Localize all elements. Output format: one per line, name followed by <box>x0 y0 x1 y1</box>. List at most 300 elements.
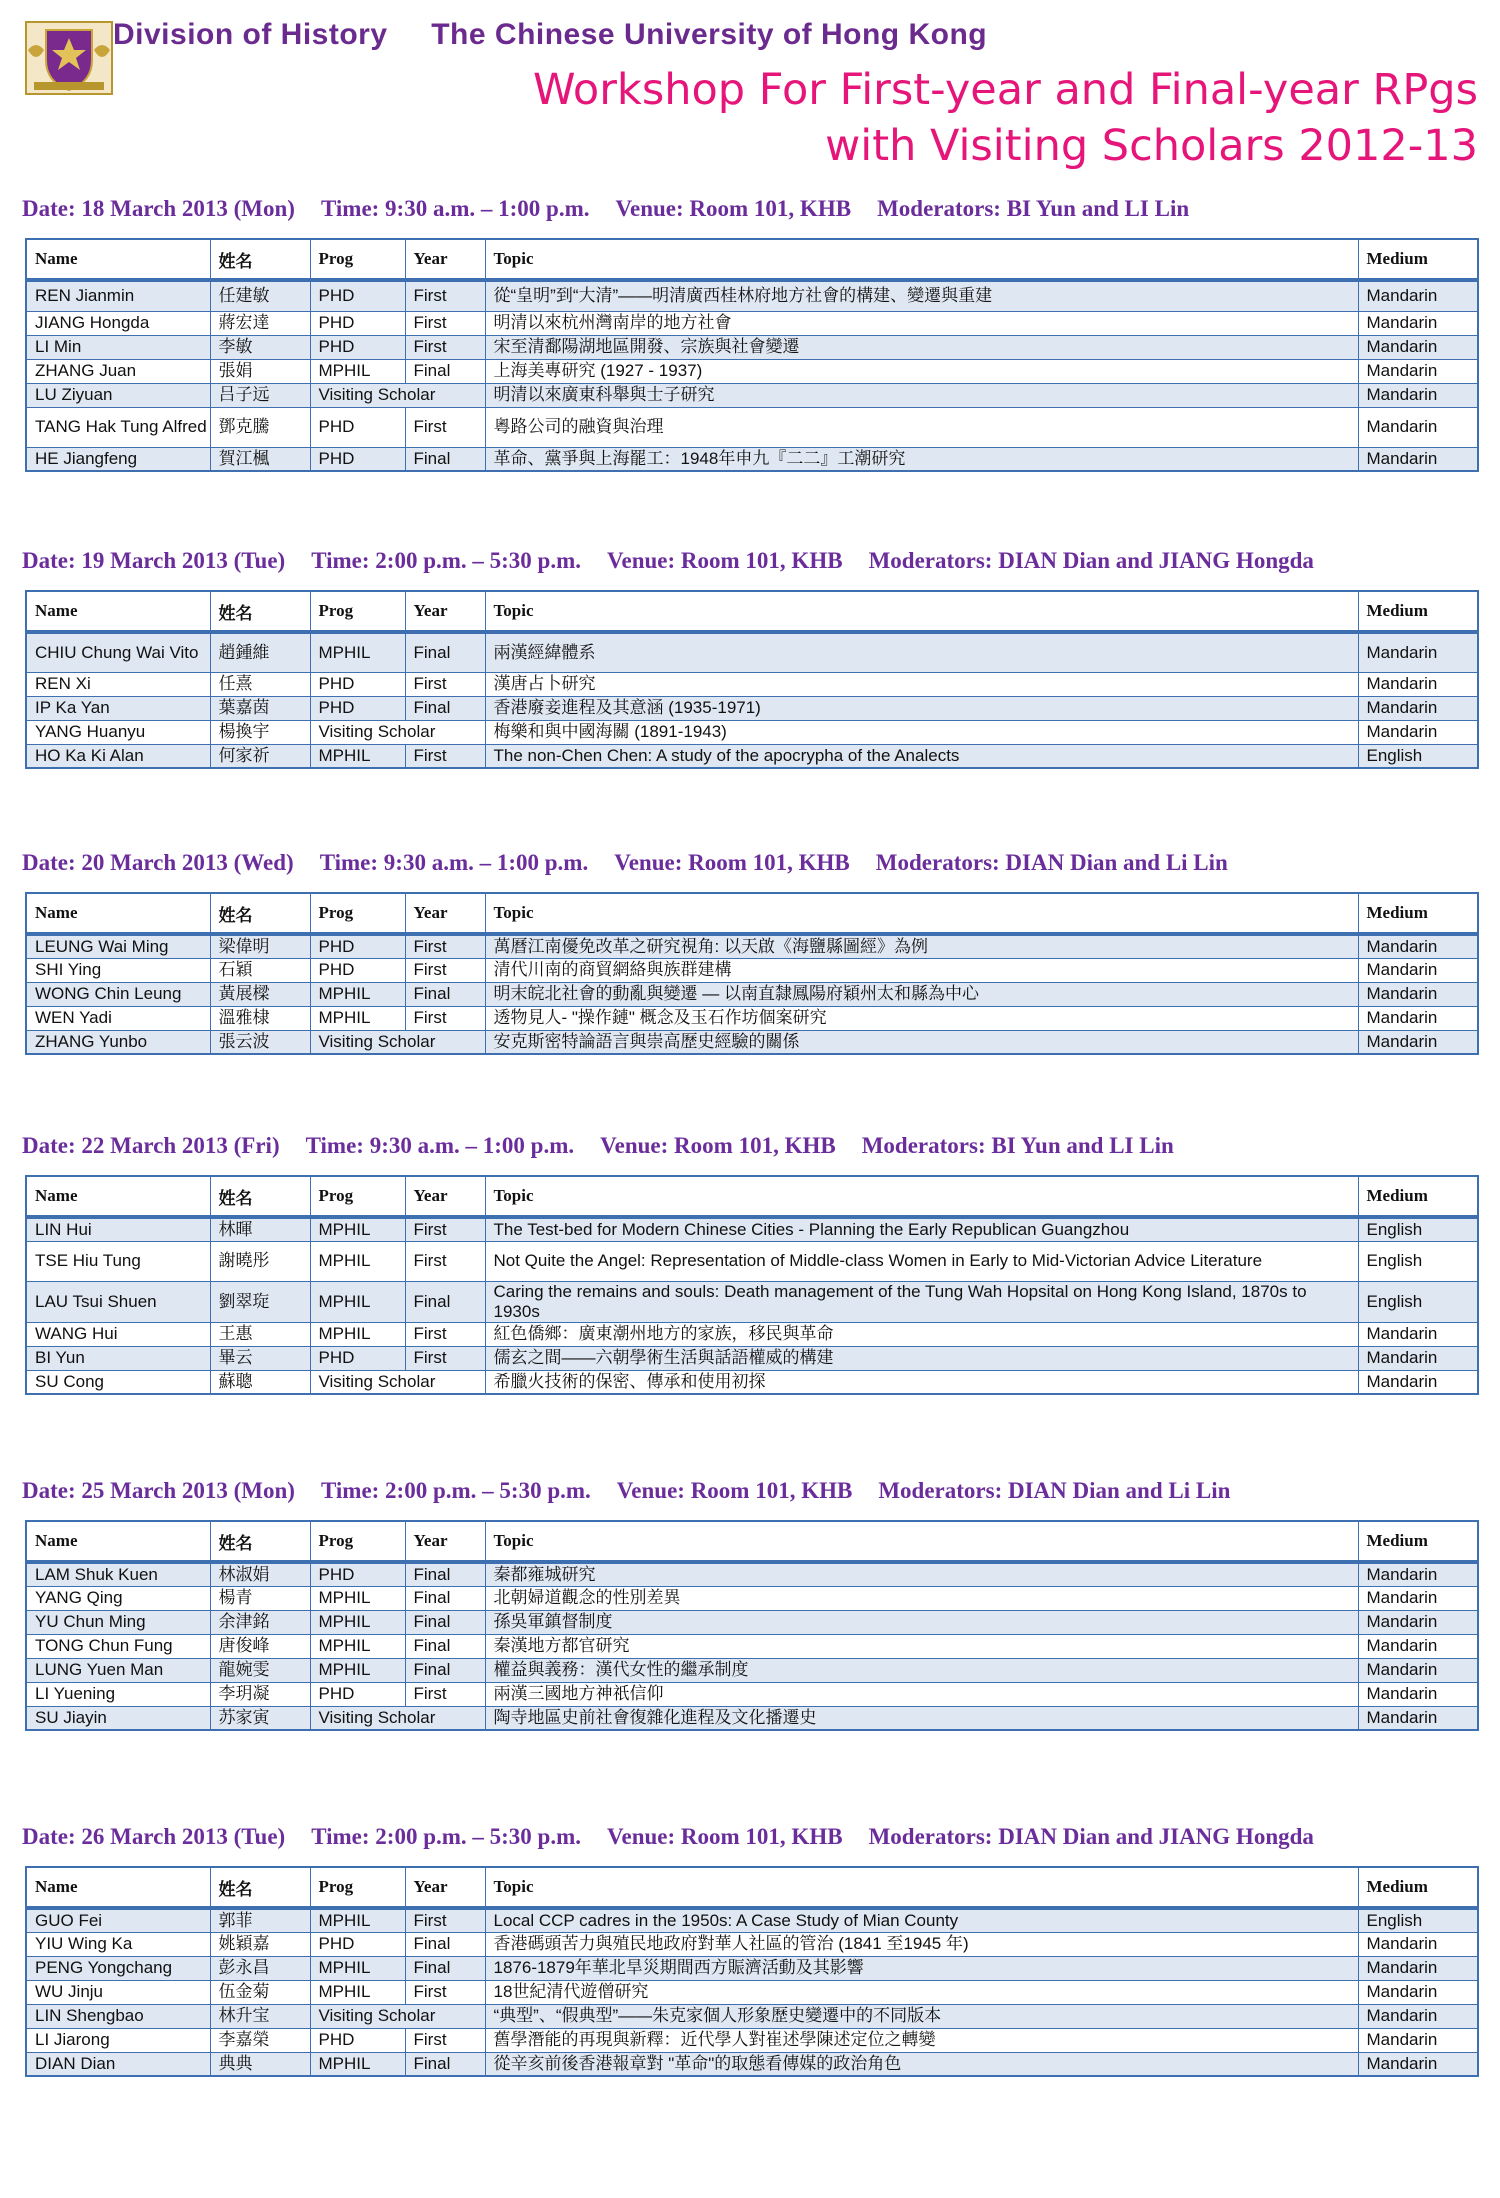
name-cell: REN Jianmin <box>26 280 210 311</box>
session-heading <box>22 850 1254 884</box>
chinese-name-cell: 苏家寅 <box>210 1706 310 1730</box>
session-time: Time: 2:00 p.m. – 5:30 p.m. <box>320 1478 591 1503</box>
year-cell: First <box>405 407 485 447</box>
prog-cell: PHD <box>310 335 405 359</box>
topic-cell: 希臘火技術的保密、傳承和使用初探 <box>485 1370 1358 1394</box>
session-date: Date: 20 March 2013 (Wed) <box>22 850 294 875</box>
name-cell: LI Min <box>26 335 210 359</box>
prog-cell: PHD <box>310 311 405 335</box>
table-header-row <box>26 239 1478 280</box>
topic-cell: 權益與義務：漢代女性的繼承制度 <box>485 1658 1358 1682</box>
name-cell: LAM Shuk Kuen <box>26 1562 210 1586</box>
table-header-row <box>26 893 1478 934</box>
prog-cell: PHD <box>310 407 405 447</box>
topic-cell: 梅樂和與中國海關 (1891-1943) <box>485 720 1358 744</box>
schedule-table <box>25 590 1479 769</box>
medium-cell: Mandarin <box>1358 359 1478 383</box>
chinese-name-cell: 梁偉明 <box>210 934 310 958</box>
col-prog-header: Prog <box>310 1521 405 1562</box>
prog-cell: MPHIL <box>310 1980 405 2004</box>
chinese-name-cell: 蘇聰 <box>210 1370 310 1394</box>
prog-cell: MPHIL <box>310 1634 405 1658</box>
table-row <box>26 1908 1478 1932</box>
medium-cell: Mandarin <box>1358 720 1478 744</box>
topic-cell: Not Quite the Angel: Representation of Middle-class Women in Early to Mid-Victorian Advice Literature <box>485 1241 1358 1281</box>
table-row <box>26 2004 1478 2028</box>
medium-cell: Mandarin <box>1358 1562 1478 1586</box>
year-cell: First <box>405 2028 485 2052</box>
session-time: Time: 9:30 a.m. – 1:00 p.m. <box>305 1133 575 1158</box>
division-heading <box>113 18 987 52</box>
name-cell: YANG Qing <box>26 1586 210 1610</box>
prog-cell: MPHIL <box>310 1217 405 1241</box>
col-prog-header: Prog <box>310 1867 405 1908</box>
table-row <box>26 1658 1478 1682</box>
chinese-name-cell: 劉翠琁 <box>210 1281 310 1322</box>
medium-cell: English <box>1358 1217 1478 1241</box>
year-cell: First <box>405 958 485 982</box>
medium-cell: Mandarin <box>1358 335 1478 359</box>
medium-cell: Mandarin <box>1358 1586 1478 1610</box>
session-venue: Venue: Room 101, KHB <box>616 1478 853 1503</box>
table-row <box>26 982 1478 1006</box>
session-heading <box>22 196 1215 230</box>
topic-cell: 18世紀清代遊僧研究 <box>485 1980 1358 2004</box>
table-row <box>26 2052 1478 2076</box>
col-chinese-name-header: 姓名 <box>210 1176 310 1217</box>
year-cell: First <box>405 335 485 359</box>
name-cell: HO Ka Ki Alan <box>26 744 210 768</box>
topic-cell: 秦都雍城研究 <box>485 1562 1358 1586</box>
topic-cell: The Test-bed for Modern Chinese Cities - Planning the Early Republican Guangzhou <box>485 1217 1358 1241</box>
name-cell: TSE Hiu Tung <box>26 1241 210 1281</box>
prog-cell: MPHIL <box>310 1241 405 1281</box>
table-row <box>26 359 1478 383</box>
chinese-name-cell: 何家祈 <box>210 744 310 768</box>
col-chinese-name-header: 姓名 <box>210 893 310 934</box>
table-header-row <box>26 591 1478 632</box>
medium-cell: Mandarin <box>1358 280 1478 311</box>
chinese-name-cell: 張娟 <box>210 359 310 383</box>
table-row <box>26 311 1478 335</box>
medium-cell: Mandarin <box>1358 311 1478 335</box>
medium-cell: English <box>1358 1908 1478 1932</box>
table-row <box>26 958 1478 982</box>
medium-cell: Mandarin <box>1358 934 1478 958</box>
col-medium-header: Medium <box>1358 239 1478 280</box>
medium-cell: Mandarin <box>1358 407 1478 447</box>
prog-cell: PHD <box>310 1562 405 1586</box>
medium-cell: Mandarin <box>1358 1932 1478 1956</box>
medium-cell: Mandarin <box>1358 383 1478 407</box>
year-cell: Final <box>405 632 485 672</box>
prog-cell: MPHIL <box>310 1610 405 1634</box>
table-row <box>26 934 1478 958</box>
prog-cell: PHD <box>310 934 405 958</box>
session-moderators: Moderators: BI Yun and LI Lin <box>877 196 1190 221</box>
chinese-name-cell: 黃展樑 <box>210 982 310 1006</box>
topic-cell: 陶寺地區史前社會復雜化進程及文化播遷史 <box>485 1706 1358 1730</box>
year-cell: First <box>405 1682 485 1706</box>
table-row <box>26 720 1478 744</box>
chinese-name-cell: 吕子远 <box>210 383 310 407</box>
topic-cell: 透物見人- "操作鏈" 概念及玉石作坊個案研究 <box>485 1006 1358 1030</box>
chinese-name-cell: 龍婉雯 <box>210 1658 310 1682</box>
title-line-1: Workshop For First-year and Final-year RPgs <box>532 65 1478 115</box>
prog-cell: MPHIL <box>310 1006 405 1030</box>
topic-cell: 香港碼頭苦力與殖民地政府對華人社區的管治 (1841 至1945 年) <box>485 1932 1358 1956</box>
topic-cell: 秦漢地方都官研究 <box>485 1634 1358 1658</box>
table-row <box>26 1634 1478 1658</box>
col-topic-header: Topic <box>485 591 1358 632</box>
topic-cell: 清代川南的商貿網絡與族群建構 <box>485 958 1358 982</box>
table-row <box>26 1346 1478 1370</box>
medium-cell: Mandarin <box>1358 632 1478 672</box>
session-moderators: Moderators: DIAN Dian and JIANG Hongda <box>868 1824 1314 1849</box>
table-row <box>26 335 1478 359</box>
year-cell: Final <box>405 2052 485 2076</box>
name-cell: SU Cong <box>26 1370 210 1394</box>
chinese-name-cell: 李玥凝 <box>210 1682 310 1706</box>
year-cell: Final <box>405 982 485 1006</box>
chinese-name-cell: 李嘉榮 <box>210 2028 310 2052</box>
table-row <box>26 1586 1478 1610</box>
topic-cell: Local CCP cadres in the 1950s: A Case Study of Mian County <box>485 1908 1358 1932</box>
col-medium-header: Medium <box>1358 1176 1478 1217</box>
name-cell: LAU Tsui Shuen <box>26 1281 210 1322</box>
chinese-name-cell: 姚穎嘉 <box>210 1932 310 1956</box>
prog-cell: PHD <box>310 672 405 696</box>
session-time: Time: 2:00 p.m. – 5:30 p.m. <box>311 548 581 573</box>
topic-cell: Caring the remains and souls: Death management of the Tung Wah Hopsital on Hong Kong Island, 1870s to 1930s <box>485 1281 1358 1322</box>
col-prog-header: Prog <box>310 1176 405 1217</box>
medium-cell: Mandarin <box>1358 1006 1478 1030</box>
chinese-name-cell: 畢云 <box>210 1346 310 1370</box>
prog-cell: Visiting Scholar <box>310 1370 485 1394</box>
schedule-table <box>25 1866 1479 2077</box>
topic-cell: 北朝婦道觀念的性別差異 <box>485 1586 1358 1610</box>
topic-cell: 明清以來杭州灣南岸的地方社會 <box>485 311 1358 335</box>
year-cell: Final <box>405 1610 485 1634</box>
prog-cell: PHD <box>310 447 405 471</box>
topic-cell: 紅色僑鄉：廣東潮州地方的家族，移民與革命 <box>485 1322 1358 1346</box>
year-cell: Final <box>405 1634 485 1658</box>
prog-cell: MPHIL <box>310 1281 405 1322</box>
year-cell: First <box>405 672 485 696</box>
table-row <box>26 1980 1478 2004</box>
session-moderators: Moderators: BI Yun and LI Lin <box>861 1133 1174 1158</box>
chinese-name-cell: 任建敏 <box>210 280 310 311</box>
year-cell: Final <box>405 1586 485 1610</box>
chinese-name-cell: 楊青 <box>210 1586 310 1610</box>
name-cell: HE Jiangfeng <box>26 447 210 471</box>
session-heading <box>22 1824 1340 1858</box>
schedule-table <box>25 238 1479 472</box>
prog-cell: PHD <box>310 1682 405 1706</box>
col-chinese-name-header: 姓名 <box>210 591 310 632</box>
topic-cell: “典型”、“假典型”——朱克家個人形象歷史變遷中的不同版本 <box>485 2004 1358 2028</box>
col-prog-header: Prog <box>310 893 405 934</box>
chinese-name-cell: 鄧克騰 <box>210 407 310 447</box>
prog-cell: Visiting Scholar <box>310 383 485 407</box>
session-heading <box>22 1133 1200 1167</box>
name-cell: YU Chun Ming <box>26 1610 210 1634</box>
topic-cell: 舊學潛能的再現與新釋：近代學人對崔述學陳述定位之轉變 <box>485 2028 1358 2052</box>
year-cell: First <box>405 1322 485 1346</box>
chinese-name-cell: 趙鍾維 <box>210 632 310 672</box>
name-cell: JIANG Hongda <box>26 311 210 335</box>
chinese-name-cell: 郭菲 <box>210 1908 310 1932</box>
col-chinese-name-header: 姓名 <box>210 1867 310 1908</box>
university-name: The Chinese University of Hong Kong <box>431 18 988 51</box>
topic-cell: 兩漢經緯體系 <box>485 632 1358 672</box>
col-year-header: Year <box>405 591 485 632</box>
session-time: Time: 9:30 a.m. – 1:00 p.m. <box>319 850 589 875</box>
name-cell: LIN Hui <box>26 1217 210 1241</box>
col-name-header: Name <box>26 239 210 280</box>
chinese-name-cell: 蔣宏達 <box>210 311 310 335</box>
medium-cell: Mandarin <box>1358 447 1478 471</box>
year-cell: Final <box>405 359 485 383</box>
prog-cell: PHD <box>310 2028 405 2052</box>
session-venue: Venue: Room 101, KHB <box>607 1824 843 1849</box>
topic-cell: 從“皇明”到“大清”——明清廣西桂林府地方社會的構建、變遷與重建 <box>485 280 1358 311</box>
chinese-name-cell: 林暉 <box>210 1217 310 1241</box>
chinese-name-cell: 伍金菊 <box>210 1980 310 2004</box>
table-row <box>26 1241 1478 1281</box>
medium-cell: Mandarin <box>1358 1658 1478 1682</box>
medium-cell: Mandarin <box>1358 1682 1478 1706</box>
table-row <box>26 696 1478 720</box>
medium-cell: Mandarin <box>1358 1706 1478 1730</box>
name-cell: LIN Shengbao <box>26 2004 210 2028</box>
col-medium-header: Medium <box>1358 893 1478 934</box>
year-cell: Final <box>405 1932 485 1956</box>
prog-cell: Visiting Scholar <box>310 1030 485 1054</box>
col-prog-header: Prog <box>310 239 405 280</box>
schedule-table <box>25 892 1479 1055</box>
page-header <box>0 0 1500 190</box>
prog-cell: PHD <box>310 1346 405 1370</box>
col-topic-header: Topic <box>485 1867 1358 1908</box>
prog-cell: Visiting Scholar <box>310 2004 485 2028</box>
col-prog-header: Prog <box>310 591 405 632</box>
prog-cell: MPHIL <box>310 982 405 1006</box>
name-cell: LI Yuening <box>26 1682 210 1706</box>
name-cell: ZHANG Juan <box>26 359 210 383</box>
topic-cell: 1876-1879年華北旱災期間西方賑濟活動及其影響 <box>485 1956 1358 1980</box>
table-row <box>26 632 1478 672</box>
name-cell: SHI Ying <box>26 958 210 982</box>
col-topic-header: Topic <box>485 1521 1358 1562</box>
medium-cell: English <box>1358 1281 1478 1322</box>
chinese-name-cell: 任熹 <box>210 672 310 696</box>
prog-cell: MPHIL <box>310 744 405 768</box>
topic-cell: 明末皖北社會的動亂與變遷 — 以南直隸鳳陽府穎州太和縣為中心 <box>485 982 1358 1006</box>
table-row <box>26 447 1478 471</box>
name-cell: YIU Wing Ka <box>26 1932 210 1956</box>
topic-cell: The non-Chen Chen: A study of the apocrypha of the Analects <box>485 744 1358 768</box>
table-row <box>26 280 1478 311</box>
topic-cell: 從辛亥前後香港報章對 "革命"的取態看傳媒的政治角色 <box>485 2052 1358 2076</box>
name-cell: REN Xi <box>26 672 210 696</box>
col-chinese-name-header: 姓名 <box>210 1521 310 1562</box>
table-row <box>26 1610 1478 1634</box>
topic-cell: 粵路公司的融資與治理 <box>485 407 1358 447</box>
col-medium-header: Medium <box>1358 591 1478 632</box>
topic-cell: 萬曆江南優免改革之研究視角: 以天啟《海鹽縣圖經》為例 <box>485 934 1358 958</box>
year-cell: First <box>405 1980 485 2004</box>
table-row <box>26 1370 1478 1394</box>
year-cell: Final <box>405 696 485 720</box>
table-row <box>26 1030 1478 1054</box>
prog-cell: MPHIL <box>310 632 405 672</box>
col-name-header: Name <box>26 893 210 934</box>
year-cell: First <box>405 1006 485 1030</box>
medium-cell: Mandarin <box>1358 1346 1478 1370</box>
session-venue: Venue: Room 101, KHB <box>600 1133 836 1158</box>
topic-cell: 上海美專研究 (1927 - 1937) <box>485 359 1358 383</box>
chinese-name-cell: 張云波 <box>210 1030 310 1054</box>
name-cell: WEN Yadi <box>26 1006 210 1030</box>
medium-cell: Mandarin <box>1358 1322 1478 1346</box>
name-cell: TONG Chun Fung <box>26 1634 210 1658</box>
chinese-name-cell: 王惠 <box>210 1322 310 1346</box>
chinese-name-cell: 李敏 <box>210 335 310 359</box>
name-cell: LEUNG Wai Ming <box>26 934 210 958</box>
year-cell: First <box>405 280 485 311</box>
table-row <box>26 1706 1478 1730</box>
medium-cell: Mandarin <box>1358 1980 1478 2004</box>
chinese-name-cell: 溫雅棣 <box>210 1006 310 1030</box>
table-row <box>26 1682 1478 1706</box>
col-name-header: Name <box>26 1176 210 1217</box>
col-medium-header: Medium <box>1358 1521 1478 1562</box>
prog-cell: MPHIL <box>310 1658 405 1682</box>
col-year-header: Year <box>405 1867 485 1908</box>
title-line-2: with Visiting Scholars 2012-13 <box>825 121 1478 171</box>
prog-cell: PHD <box>310 1932 405 1956</box>
chinese-name-cell: 林升宝 <box>210 2004 310 2028</box>
col-medium-header: Medium <box>1358 1867 1478 1908</box>
topic-cell: 儒玄之間——六朝學術生活與話語權威的構建 <box>485 1346 1358 1370</box>
topic-cell: 兩漢三國地方神祇信仰 <box>485 1682 1358 1706</box>
col-name-header: Name <box>26 1521 210 1562</box>
session-date: Date: 22 March 2013 (Fri) <box>22 1133 280 1158</box>
col-year-header: Year <box>405 1176 485 1217</box>
medium-cell: Mandarin <box>1358 672 1478 696</box>
table-header-row <box>26 1521 1478 1562</box>
year-cell: First <box>405 1217 485 1241</box>
prog-cell: PHD <box>310 280 405 311</box>
chinese-name-cell: 石穎 <box>210 958 310 982</box>
table-row <box>26 1932 1478 1956</box>
session-moderators: Moderators: DIAN Dian and JIANG Hongda <box>868 548 1314 573</box>
col-chinese-name-header: 姓名 <box>210 239 310 280</box>
table-row <box>26 407 1478 447</box>
medium-cell: English <box>1358 1241 1478 1281</box>
table-row <box>26 1281 1478 1322</box>
year-cell: Final <box>405 447 485 471</box>
table-header-row <box>26 1176 1478 1217</box>
year-cell: First <box>405 1908 485 1932</box>
table-row <box>26 383 1478 407</box>
year-cell: Final <box>405 1562 485 1586</box>
prog-cell: MPHIL <box>310 1956 405 1980</box>
name-cell: ZHANG Yunbo <box>26 1030 210 1054</box>
year-cell: Final <box>405 1956 485 1980</box>
chinese-name-cell: 彭永昌 <box>210 1956 310 1980</box>
topic-cell: 安克斯密特論語言與崇高歷史經驗的關係 <box>485 1030 1358 1054</box>
year-cell: First <box>405 1241 485 1281</box>
topic-cell: 漢唐占卜研究 <box>485 672 1358 696</box>
name-cell: YANG Huanyu <box>26 720 210 744</box>
session-venue: Venue: Room 101, KHB <box>614 850 850 875</box>
session-moderators: Moderators: DIAN Dian and Li Lin <box>878 1478 1231 1503</box>
name-cell: CHIU Chung Wai Vito <box>26 632 210 672</box>
name-cell: LU Ziyuan <box>26 383 210 407</box>
col-name-header: Name <box>26 1867 210 1908</box>
name-cell: WANG Hui <box>26 1322 210 1346</box>
session-heading <box>22 1478 1256 1512</box>
name-cell: PENG Yongchang <box>26 1956 210 1980</box>
chinese-name-cell: 余津銘 <box>210 1610 310 1634</box>
name-cell: TANG Hak Tung Alfred <box>26 407 210 447</box>
division-name: Division of History <box>113 18 388 51</box>
table-row <box>26 1322 1478 1346</box>
year-cell: Final <box>405 1658 485 1682</box>
prog-cell: Visiting Scholar <box>310 720 485 744</box>
prog-cell: MPHIL <box>310 1908 405 1932</box>
medium-cell: Mandarin <box>1358 2028 1478 2052</box>
session-venue: Venue: Room 101, KHB <box>607 548 843 573</box>
year-cell: First <box>405 934 485 958</box>
year-cell: First <box>405 1346 485 1370</box>
name-cell: SU Jiayin <box>26 1706 210 1730</box>
session-date: Date: 26 March 2013 (Tue) <box>22 1824 286 1849</box>
table-row <box>26 1217 1478 1241</box>
medium-cell: Mandarin <box>1358 1030 1478 1054</box>
col-name-header: Name <box>26 591 210 632</box>
medium-cell: Mandarin <box>1358 2052 1478 2076</box>
name-cell: LUNG Yuen Man <box>26 1658 210 1682</box>
name-cell: DIAN Dian <box>26 2052 210 2076</box>
session-moderators: Moderators: DIAN Dian and Li Lin <box>875 850 1228 875</box>
table-row <box>26 2028 1478 2052</box>
chinese-name-cell: 葉嘉茵 <box>210 696 310 720</box>
table-row <box>26 1562 1478 1586</box>
topic-cell: 宋至清鄱陽湖地區開發、宗族與社會變遷 <box>485 335 1358 359</box>
session-time: Time: 2:00 p.m. – 5:30 p.m. <box>311 1824 581 1849</box>
col-year-header: Year <box>405 239 485 280</box>
col-topic-header: Topic <box>485 1176 1358 1217</box>
chinese-name-cell: 典典 <box>210 2052 310 2076</box>
medium-cell: Mandarin <box>1358 2004 1478 2028</box>
prog-cell: Visiting Scholar <box>310 1706 485 1730</box>
topic-cell: 明清以來廣東科舉與士子研究 <box>485 383 1358 407</box>
session-heading <box>22 548 1340 582</box>
schedule-table <box>25 1175 1479 1395</box>
topic-cell: 革命、黨爭與上海罷工：1948年申九『二二』工潮研究 <box>485 447 1358 471</box>
prog-cell: MPHIL <box>310 1586 405 1610</box>
col-year-header: Year <box>405 1521 485 1562</box>
workshop-title <box>533 62 1478 174</box>
medium-cell: Mandarin <box>1358 1956 1478 1980</box>
session-date: Date: 19 March 2013 (Tue) <box>22 548 286 573</box>
medium-cell: Mandarin <box>1358 1370 1478 1394</box>
session-date: Date: 18 March 2013 (Mon) <box>22 196 295 221</box>
year-cell: Final <box>405 1281 485 1322</box>
